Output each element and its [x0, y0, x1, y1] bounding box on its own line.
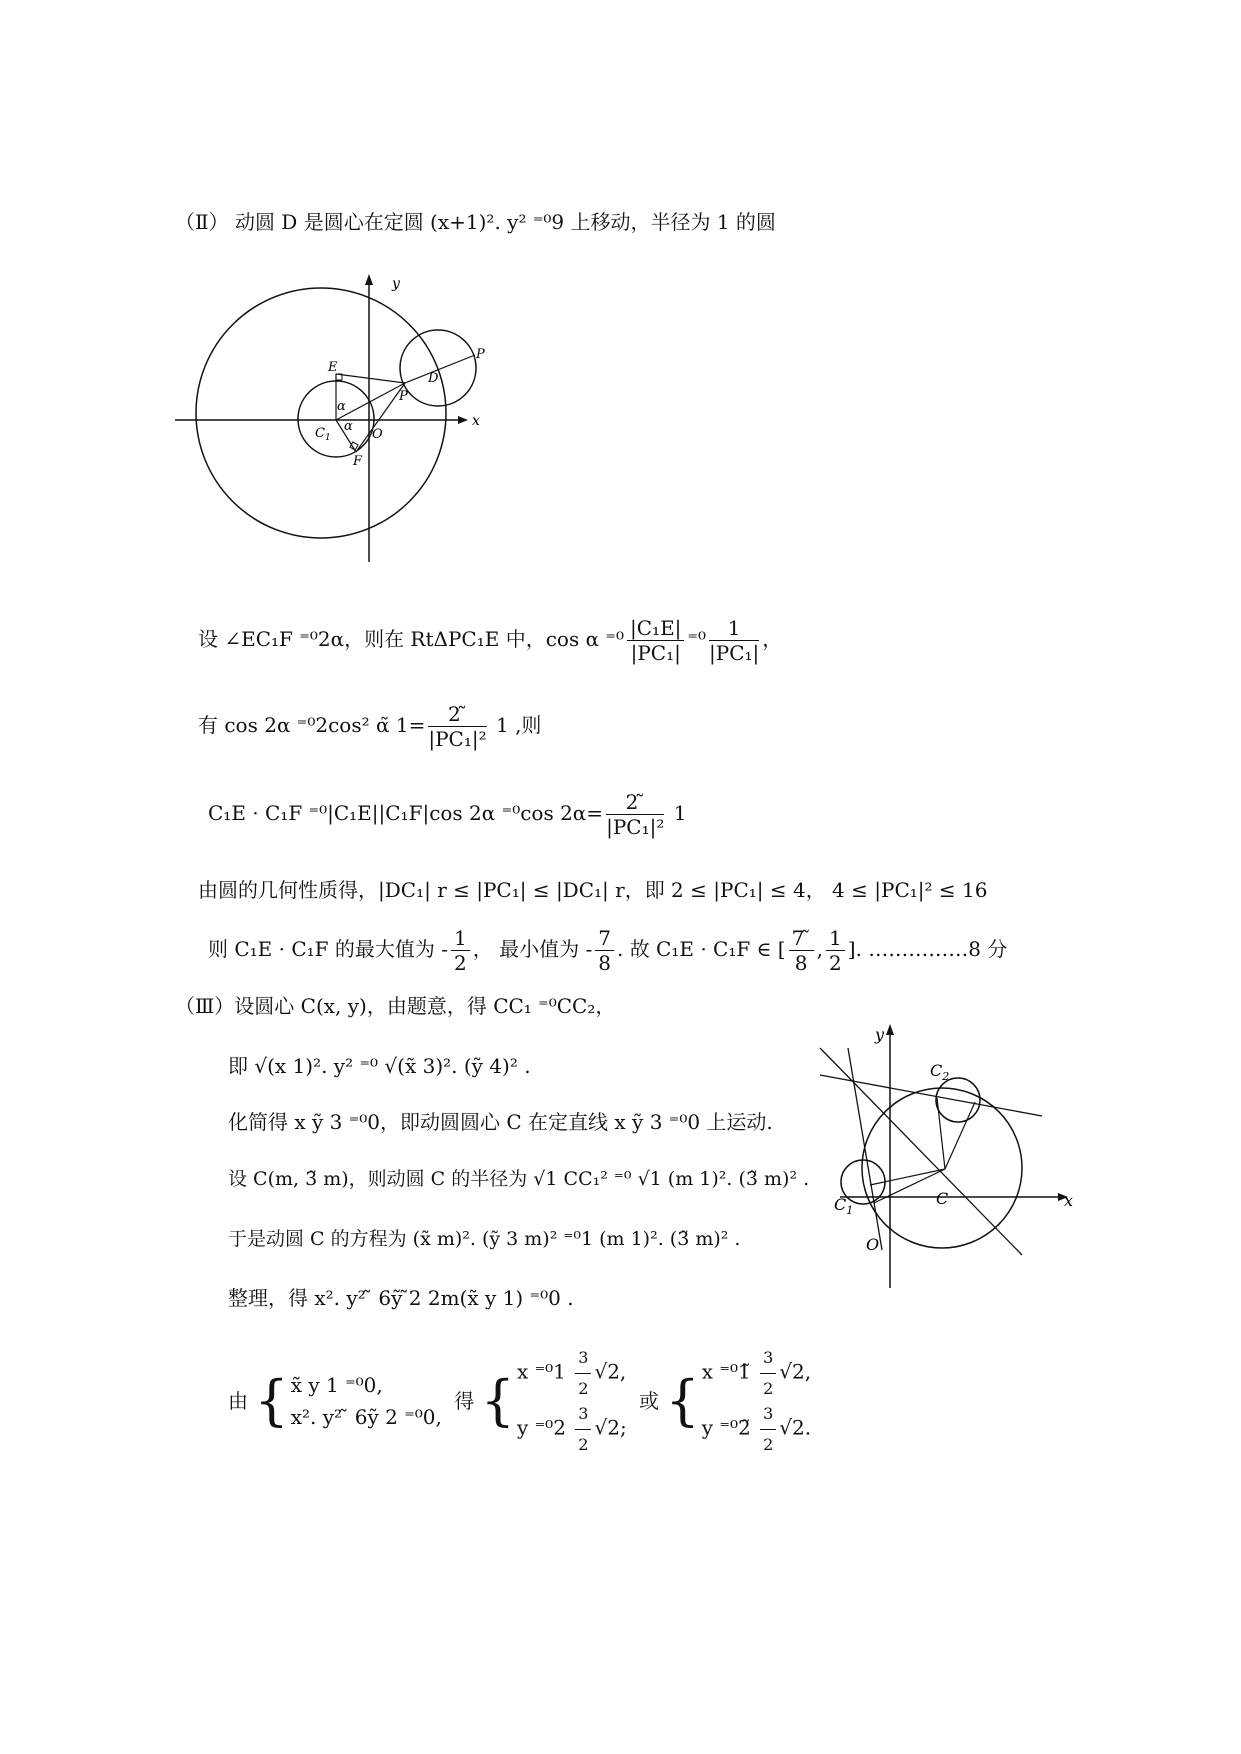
fig1-line-e-p: [336, 374, 405, 383]
part2-header: （Ⅱ） 动圆 D 是圆心在定圆 (x+1)². y² ⁼⁰9 上移动，半径为 1 的圆: [175, 210, 776, 234]
line-cos2alpha: 有 cos 2α ⁼⁰2cos² α̃ 1= $\frac{2 ̃}{\text{|PC₁|²}}$ 1 ,则: [198, 702, 542, 751]
fig2-line-c-c2a: [937, 1098, 945, 1169]
fig1-label-alpha2: α: [344, 419, 353, 434]
fig1-label-e: E: [328, 360, 338, 375]
line-simplify: 化简得 x ỹ 3 ⁼⁰0，即动圆圆心 C 在定直线 x ỹ 3 ⁼⁰0 上运动.: [228, 1110, 773, 1134]
fig2-line-c-c1a: [870, 1169, 945, 1185]
fig1-label-x: x: [472, 413, 480, 429]
frac-c1e-pc1: $\frac{\text{|C₁E|}}{\text{|PC₁|}}$: [627, 618, 684, 663]
fig2-y-arrow: [886, 1024, 894, 1035]
line-arrange: 整理，得 x². y² ̃ 6ỹ ̃2 2m(x̃ y 1) ⁼⁰0 .: [228, 1286, 574, 1310]
fig2-label-c2: $C_2$: [930, 1061, 950, 1083]
fig1-x-arrow: [458, 416, 468, 424]
fig2-line-tangent2: [848, 1048, 882, 1250]
fig2-big-circle: [862, 1088, 1022, 1248]
fig2-line-c-c2b: [945, 1102, 975, 1169]
fig2-label-o: O: [866, 1235, 880, 1254]
line-circle-eq: 于是动圆 C 的方程为 (x̃ m)². (ỹ 3 m)² ⁼⁰1 (m 1)². (3̃ m)² .: [228, 1228, 741, 1250]
fig2-label-c: C: [936, 1189, 949, 1208]
fig1-label-alpha1: α: [337, 399, 346, 414]
fig1-label-y: y: [392, 276, 400, 292]
fig1-label-p2: P: [476, 347, 485, 362]
line-dot-product: C₁E · C₁F ⁼⁰|C₁E||C₁F|cos 2α ⁼⁰cos 2α= $\frac{2 ̃}{\text{|PC₁|²}}$ 1: [208, 790, 687, 839]
line-set-angle: 设 ∠EC₁F ⁼⁰2α，则在 RtΔPC₁E 中，cos α ⁼⁰ $\frac{\text{|C₁E|}}{\text{|PC₁|}}$ ⁼⁰ $\frac{1}{\text{|PC₁|}}$ ，: [198, 616, 783, 665]
line-max-min: 则 C₁E · C₁F 的最大值为 - $\frac{1}{2}$ ， 最小值为 - $\frac{7}{8}$ . 故 C₁E · C₁F ∈ [ $\frac{7 ̃}{8}$ , $\frac{1}{2}$ ]. ……………8 分: [208, 926, 1008, 975]
fig2-label-x: x: [1064, 1191, 1074, 1210]
line-geometric-property: 由圆的几何性质得，|DC₁| r ≤ |PC₁| ≤ |DC₁| r，即 2 ≤ |PC₁| ≤ 4， 4 ≤ |PC₁|² ≤ 16: [198, 878, 988, 902]
fig1-label-p: P: [399, 389, 408, 404]
figure-2-diagram: [810, 1020, 1100, 1300]
frac-1-pc1: $\frac{1}{\text{|PC₁|}}$: [709, 616, 760, 665]
fig1-y-arrow: [365, 274, 373, 285]
line-system: 由 { x̃ y 1 ⁼⁰0, x². y² ̃ 6ỹ 2 ⁼⁰0, 得 { x ⁼⁰1 $\frac{3}{2}$ √2, y ⁼⁰2 $\frac{3}{2}$ √2; 或 { x ⁼⁰1̃ $\frac{3}{2}$ √2, y ⁼⁰2̃ $\frac{3}{2}$ √2.: [228, 1345, 811, 1457]
figure-1-diagram: [170, 270, 490, 570]
line-sqrt-eq: 即 √(x 1)². y² ⁼⁰ √(x̃ 3)². (ỹ 4)² .: [228, 1054, 531, 1078]
part3-header: （Ⅲ）设圆心 C(x, y)，由题意，得 CC₁ ⁼⁰CC₂，: [175, 994, 616, 1018]
fig1-fixed-circle: [196, 288, 446, 538]
line-set-c: 设 C(m, 3̃ m)，则动圆 C 的半径为 √1 CC₁² ⁼⁰ √1 (m 1)². (3̃ m)² .: [228, 1168, 810, 1190]
fig1-label-o: O: [372, 427, 383, 442]
fig2-label-c1: $C_1$: [834, 1195, 854, 1217]
fig1-label-f: F: [353, 454, 363, 469]
fig2-label-y: y: [875, 1025, 885, 1044]
fig1-label-d: D: [428, 371, 439, 386]
fig1-line-p-p2: [405, 355, 475, 383]
fig1-line-c1-p: [336, 383, 405, 420]
fig2-line-main: [820, 1048, 1022, 1255]
fig1-label-c1: $C_1$: [315, 426, 331, 443]
